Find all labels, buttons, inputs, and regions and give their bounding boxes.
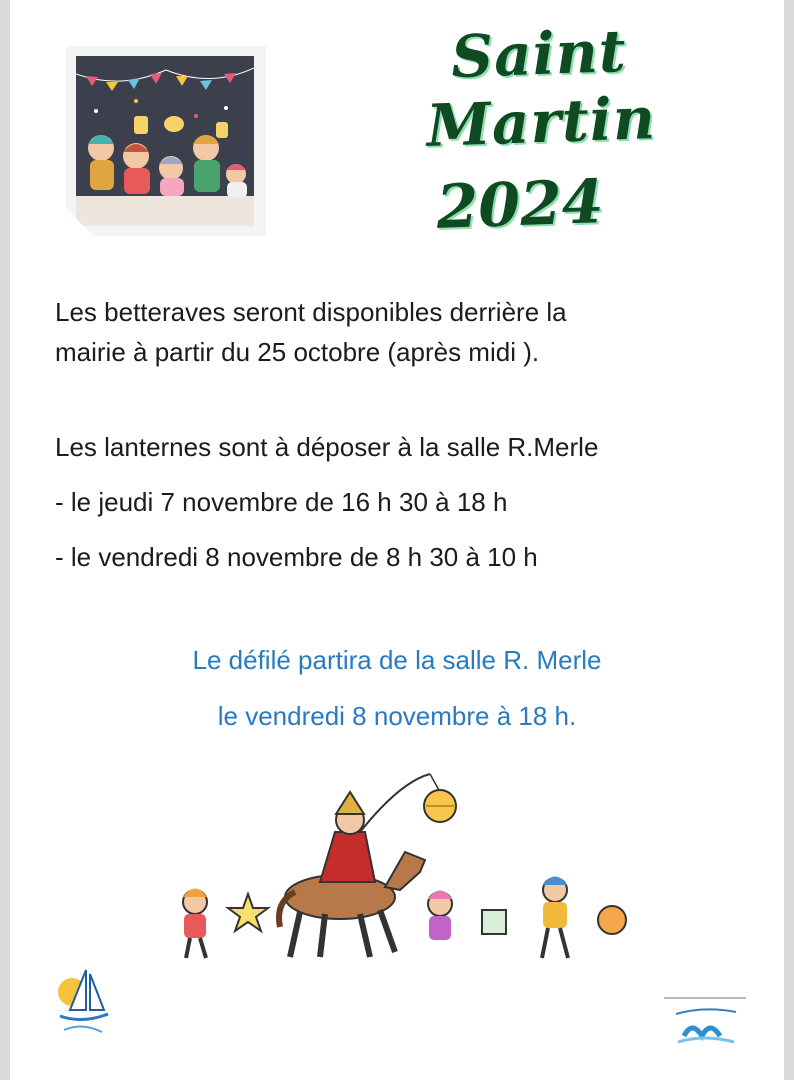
lanterns-friday: - le vendredi 8 novembre de 8 h 30 à 10 h: [55, 542, 538, 572]
lanterns-heading: Les lanternes sont à déposer à la salle R.Merle: [55, 432, 599, 462]
parade-start-line: Le défilé partira de la salle R. Merle: [192, 645, 602, 675]
poster-title: [330, 16, 750, 243]
parade-date-line: le vendredi 8 novembre à 18 h.: [217, 701, 577, 731]
saint-martin-parade-image: [150, 762, 650, 974]
sailboat-logo: [52, 962, 114, 1044]
beetroot-paragraph: [55, 292, 755, 372]
wave-logo: [664, 996, 746, 1052]
beetroot-line-2: mairie à partir du 25 octobre (après midi ).: [55, 337, 540, 367]
title-line-1: Saint Martin: [425, 16, 657, 160]
children-lanterns-image: [66, 46, 266, 236]
beetroot-line-1: Les betteraves seront disponibles derrière la: [55, 297, 567, 327]
title-year: 2024: [435, 167, 605, 243]
lanterns-thursday: - le jeudi 7 novembre de 16 h 30 à 18 h: [55, 487, 508, 517]
